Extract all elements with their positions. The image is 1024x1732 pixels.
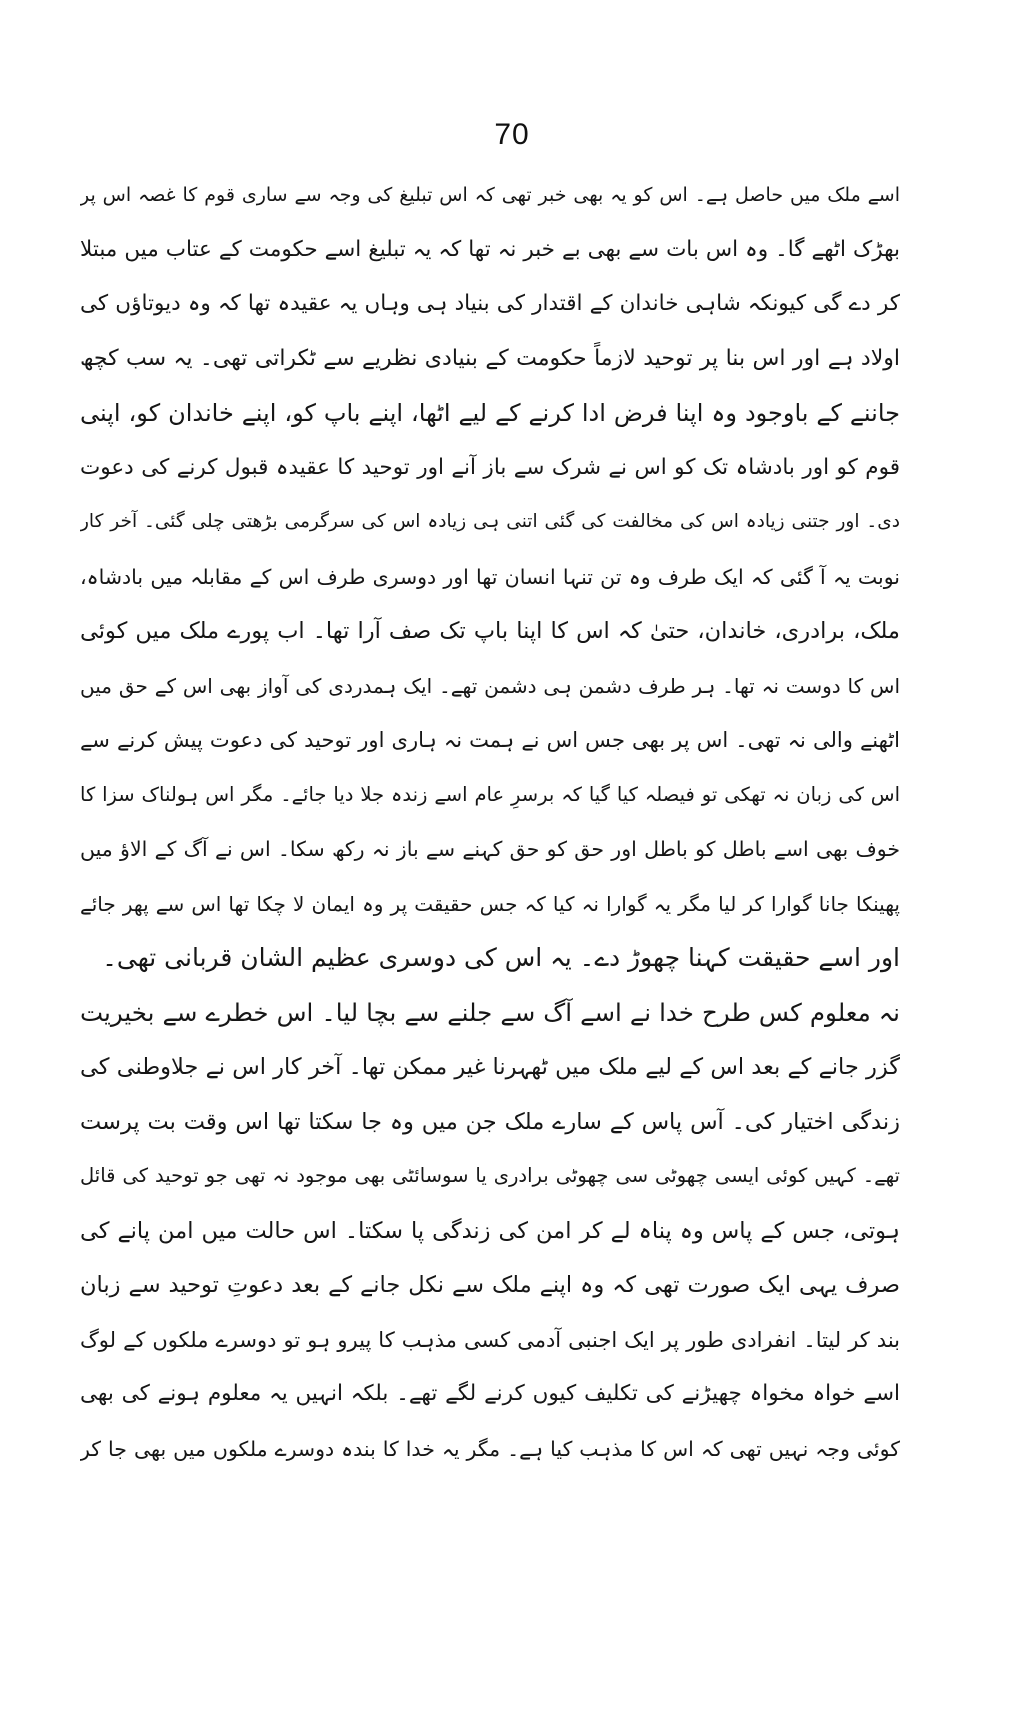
text-line: اس کا دوست نہ تھا۔ ہر طرف دشمن ہی دشمن تھے۔ ایک ہمدردی کی آواز بھی اس کے حق میں bbox=[80, 673, 900, 698]
text-line: اور اسے حقیقت کہنا چھوڑ دے۔ یہ اس کی دوسری عظیم الشان قربانی تھی۔ bbox=[102, 943, 900, 972]
text-line: قوم کو اور بادشاہ تک کو اس نے شرک سے باز آنے اور توحید کا عقیدہ قبول کرنے کی دعوت bbox=[80, 454, 900, 480]
text-line: دی۔ اور جتنی زیادہ اس کی مخالفت کی گئی اتنی ہی زیادہ اس کی سرگرمی بڑھتی چلی گئی۔ آخر کار bbox=[80, 511, 900, 532]
text-line: زندگی اختیار کی۔ آس پاس کے سارے ملک جن میں وہ جا سکتا تھا اس وقت بت پرست bbox=[80, 1108, 900, 1135]
text-line: ملک، برادری، خاندان، حتیٰ کہ اس کا اپنا باپ تک صف آرا تھا۔ اب پورے ملک میں کوئی bbox=[80, 618, 900, 644]
text-line: بند کر لیتا۔ انفرادی طور پر ایک اجنبی آدمی کسی مذہب کا پیرو ہو تو دوسرے ملکوں کے لوگ bbox=[80, 1327, 900, 1352]
text-line: ہوتی، جس کے پاس وہ پناہ لے کر امن کی زندگی پا سکتا۔ اس حالت میں امن پانے کی bbox=[80, 1217, 900, 1244]
text-line: کر دے گی کیونکہ شاہی خاندان کے اقتدار کی بنیاد ہی وہاں یہ عقیدہ تھا کہ وہ دیوتاؤں کی bbox=[80, 291, 900, 316]
text-line: اٹھنے والی نہ تھی۔ اس پر بھی جس اس نے ہمت نہ ہاری اور توحید کی دعوت پیش کرنے سے bbox=[80, 728, 900, 752]
text-line: صرف یہی ایک صورت تھی کہ وہ اپنے ملک سے نکل جانے کے بعد دعوتِ توحید سے زبان bbox=[80, 1272, 900, 1298]
text-line: بھڑک اٹھے گا۔ وہ اس بات سے بھی بے خبر نہ تھا کہ یہ تبلیغ اسے حکومت کے عتاب میں مبتلا bbox=[80, 236, 900, 262]
paragraph-2 bbox=[80, 986, 900, 1477]
text-line: نہ معلوم کس طرح خدا نے اسے آگ سے جلنے سے بچا لیا۔ اس خطرے سے بخیریت bbox=[80, 997, 900, 1027]
paragraph-1 bbox=[80, 168, 900, 986]
text-line: اسے خواہ مخواہ چھیڑنے کی تکلیف کیوں کرنے لگے تھے۔ بلکہ انہیں یہ معلوم ہونے کی بھی bbox=[80, 1381, 900, 1406]
body-text bbox=[80, 168, 900, 1476]
text-line: اولاد ہے اور اس بنا پر توحید لازماً حکومت کے بنیادی نظریے سے ٹکراتی تھی۔ یہ سب کچھ bbox=[80, 345, 900, 371]
text-line: خوف بھی اسے باطل کو باطل اور حق کو حق کہنے سے باز نہ رکھ سکا۔ اس نے آگ کے الاؤ میں bbox=[80, 837, 900, 861]
text-line: کوئی وجہ نہیں تھی کہ اس کا مذہب کیا ہے۔ مگر یہ خدا کا بندہ دوسرے ملکوں میں بھی جا کر bbox=[80, 1436, 900, 1461]
text-line: نوبت یہ آ گئی کہ ایک طرف وہ تن تنہا انسان تھا اور دوسری طرف اس کے مقابلہ میں بادشاہ، bbox=[80, 564, 900, 589]
text-line: پھینکا جانا گوارا کر لیا مگر یہ گوارا نہ کیا کہ جس حقیقت پر وہ ایمان لا چکا تھا اس سے پھر جائے bbox=[80, 891, 900, 916]
text-line: گزر جانے کے بعد اس کے لیے ملک میں ٹھہرنا غیر ممکن تھا۔ آخر کار اس نے جلاوطنی کی bbox=[80, 1054, 900, 1080]
text-line: جاننے کے باوجود وہ اپنا فرض ادا کرنے کے لیے اٹھا، اپنے باپ کو، اپنے خاندان کو، اپنی bbox=[80, 399, 900, 427]
text-line: اسے ملک میں حاصل ہے۔ اس کو یہ بھی خبر تھی کہ اس تبلیغ کی وجہ سے ساری قوم کا غصہ اس پر bbox=[80, 184, 900, 206]
page-number: 70 bbox=[494, 118, 530, 151]
text-line: تھے۔ کہیں کوئی ایسی چھوٹی سی چھوٹی برادری یا سوسائٹی بھی موجود نہ تھی جو توحید کی قائل bbox=[80, 1164, 900, 1187]
text-line: اس کی زبان نہ تھکی تو فیصلہ کیا گیا کہ برسرِ عام اسے زندہ جلا دیا جائے۔ مگر اس ہولناک سزا کا bbox=[80, 782, 900, 806]
